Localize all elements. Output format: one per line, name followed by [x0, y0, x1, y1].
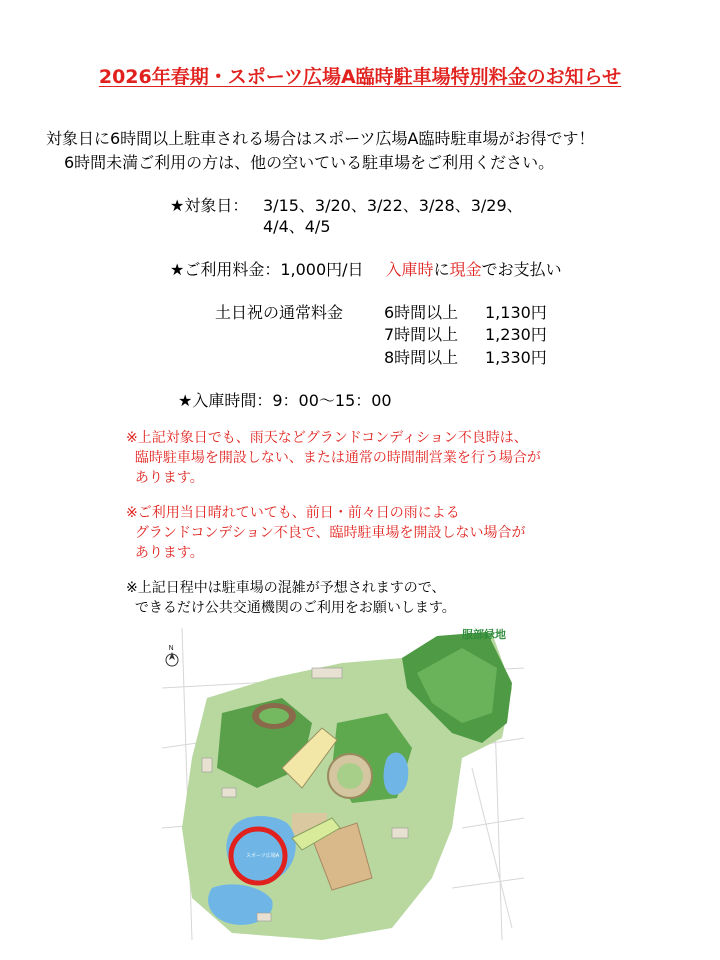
green-area-label: 服部緑地: [462, 628, 506, 641]
normal-fee-price-7h: 1,230円: [485, 325, 547, 344]
normal-fee-price-6h: 1,130円: [485, 303, 547, 322]
target-dates-line-2: 4/4、4/5: [263, 217, 331, 236]
park-map-illustration: [162, 628, 524, 940]
fee-ni: に: [433, 260, 450, 279]
normal-fee-price-8h: 1,330円: [485, 348, 547, 367]
note-weather: ※上記対象日でも、雨天などグランドコンディション不良時は、 臨時駐車場を開設しない、または通常の時間制営業を行う場合が あります。: [126, 430, 541, 486]
note-prior-rain: ※ご利用当日晴れていても、前日・前々日の雨による グランドコンデション不良で、臨時駐車場を開設しない場合が あります。: [126, 505, 526, 561]
target-dates-line-1: 3/15、3/20、3/22、3/28、3/29、: [263, 196, 523, 215]
note-public-transit: ※上記日程中は駐車場の混雑が予想されますので、 できるだけ公共交通機関のご利用をお願いします。: [126, 580, 456, 616]
target-dates-label: ★対象日：: [170, 196, 249, 215]
intro-line-2: 6時間未満ご利用の方は、他の空いている駐車場をご利用ください。: [64, 153, 555, 172]
usage-fee-label: ★ご利用料金：1,000円/日: [170, 260, 364, 279]
fee-payment: でお支払い: [481, 260, 562, 279]
svg-text:N: N: [168, 644, 174, 652]
normal-fee-duration-8h: 8時間以上: [384, 348, 459, 367]
usage-fee: [170, 257, 562, 280]
normal-fee-duration-6h: 6時間以上: [384, 303, 459, 322]
normal-fee-duration-7h: 7時間以上: [384, 325, 459, 344]
page-title: 2026年春期・スポーツ広場A臨時駐車場特別料金のお知らせ: [98, 66, 622, 88]
normal-fee-label: 土日祝の通常料金: [215, 303, 344, 322]
intro-line-1: 対象日に6時間以上駐車される場合はスポーツ広場A臨時駐車場がお得です！: [46, 129, 595, 148]
parking-area-label: スポーツ広場A: [246, 853, 280, 859]
entry-time-emphasis: 入庫時: [385, 260, 434, 279]
entry-hours: ★入庫時間：9：00～15：00: [178, 391, 392, 410]
cash-emphasis: 現金: [449, 260, 482, 279]
park-map: [162, 628, 524, 940]
